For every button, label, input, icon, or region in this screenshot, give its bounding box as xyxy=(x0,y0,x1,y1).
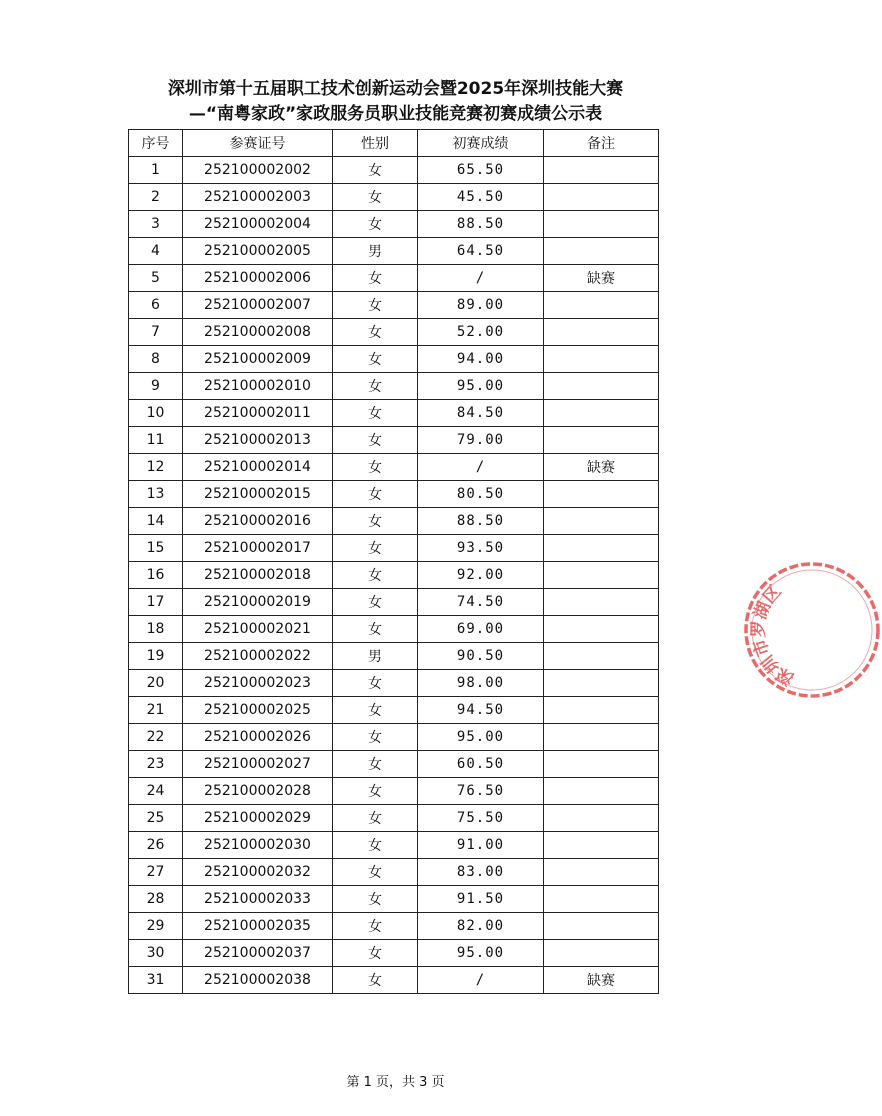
cell-serial-number: 26 xyxy=(129,832,183,859)
cell-preliminary-score: 45.50 xyxy=(418,184,544,211)
cell-serial-number: 4 xyxy=(129,238,183,265)
cell-preliminary-score: 64.50 xyxy=(418,238,544,265)
cell-remarks xyxy=(544,616,659,643)
cell-remarks xyxy=(544,319,659,346)
cell-remarks xyxy=(544,184,659,211)
cell-serial-number: 8 xyxy=(129,346,183,373)
cell-preliminary-score: 52.00 xyxy=(418,319,544,346)
table-row xyxy=(129,292,659,319)
table-row xyxy=(129,616,659,643)
cell-gender: 女 xyxy=(333,616,418,643)
cell-preliminary-score: 89.00 xyxy=(418,292,544,319)
table-row xyxy=(129,373,659,400)
cell-remarks xyxy=(544,535,659,562)
cell-remarks xyxy=(544,373,659,400)
cell-gender: 女 xyxy=(333,670,418,697)
cell-serial-number: 2 xyxy=(129,184,183,211)
cell-remarks xyxy=(544,778,659,805)
table-row xyxy=(129,724,659,751)
document-title-line2: —“南粤家政”家政服务员职业技能竞赛初赛成绩公示表 xyxy=(188,104,603,124)
cell-remarks xyxy=(544,670,659,697)
table-row xyxy=(129,211,659,238)
cell-remarks xyxy=(544,400,659,427)
table-row xyxy=(129,454,659,481)
cell-certificate-number: 252100002011 xyxy=(183,400,333,427)
cell-gender: 女 xyxy=(333,481,418,508)
cell-gender: 女 xyxy=(333,697,418,724)
cell-remarks xyxy=(544,940,659,967)
cell-remarks xyxy=(544,157,659,184)
header-preliminary-score: 初赛成绩 xyxy=(418,130,544,157)
cell-certificate-number: 252100002009 xyxy=(183,346,333,373)
cell-gender: 女 xyxy=(333,346,418,373)
cell-gender: 女 xyxy=(333,778,418,805)
cell-certificate-number: 252100002003 xyxy=(183,184,333,211)
table-row xyxy=(129,265,659,292)
official-seal-stamp xyxy=(742,560,882,700)
cell-preliminary-score: / xyxy=(418,265,544,292)
cell-gender: 女 xyxy=(333,184,418,211)
cell-serial-number: 29 xyxy=(129,913,183,940)
table-row xyxy=(129,157,659,184)
cell-preliminary-score: 84.50 xyxy=(418,400,544,427)
cell-certificate-number: 252100002010 xyxy=(183,373,333,400)
document-title-line1: 深圳市第十五届职工技术创新运动会暨2025年深圳技能大赛 xyxy=(167,79,624,99)
table-row xyxy=(129,940,659,967)
cell-preliminary-score: 88.50 xyxy=(418,508,544,535)
cell-preliminary-score: 79.00 xyxy=(418,427,544,454)
cell-certificate-number: 252100002015 xyxy=(183,481,333,508)
table-row xyxy=(129,481,659,508)
cell-remarks xyxy=(544,508,659,535)
cell-certificate-number: 252100002014 xyxy=(183,454,333,481)
header-certificate-number: 参赛证号 xyxy=(183,130,333,157)
cell-serial-number: 6 xyxy=(129,292,183,319)
cell-remarks xyxy=(544,589,659,616)
cell-remarks xyxy=(544,886,659,913)
cell-preliminary-score: / xyxy=(418,454,544,481)
cell-certificate-number: 252100002016 xyxy=(183,508,333,535)
table-row xyxy=(129,967,659,994)
table-row xyxy=(129,751,659,778)
cell-serial-number: 3 xyxy=(129,211,183,238)
cell-preliminary-score: 95.00 xyxy=(418,373,544,400)
cell-preliminary-score: 83.00 xyxy=(418,859,544,886)
cell-serial-number: 20 xyxy=(129,670,183,697)
cell-serial-number: 28 xyxy=(129,886,183,913)
cell-gender: 女 xyxy=(333,211,418,238)
cell-preliminary-score: 95.00 xyxy=(418,940,544,967)
cell-preliminary-score: 92.00 xyxy=(418,562,544,589)
cell-remarks: 缺赛 xyxy=(544,967,659,994)
cell-gender: 男 xyxy=(333,238,418,265)
cell-preliminary-score: 95.00 xyxy=(418,724,544,751)
cell-gender: 女 xyxy=(333,535,418,562)
cell-certificate-number: 252100002008 xyxy=(183,319,333,346)
cell-certificate-number: 252100002025 xyxy=(183,697,333,724)
cell-serial-number: 7 xyxy=(129,319,183,346)
cell-gender: 女 xyxy=(333,859,418,886)
cell-remarks xyxy=(544,805,659,832)
cell-certificate-number: 252100002004 xyxy=(183,211,333,238)
cell-certificate-number: 252100002032 xyxy=(183,859,333,886)
table-row xyxy=(129,886,659,913)
table-row xyxy=(129,400,659,427)
cell-remarks xyxy=(544,724,659,751)
cell-serial-number: 15 xyxy=(129,535,183,562)
table-row xyxy=(129,832,659,859)
table-row xyxy=(129,319,659,346)
cell-preliminary-score: 80.50 xyxy=(418,481,544,508)
cell-gender: 女 xyxy=(333,427,418,454)
cell-gender: 男 xyxy=(333,643,418,670)
cell-gender: 女 xyxy=(333,292,418,319)
cell-certificate-number: 252100002022 xyxy=(183,643,333,670)
header-serial-number: 序号 xyxy=(129,130,183,157)
cell-preliminary-score: 91.50 xyxy=(418,886,544,913)
seal-text: 深圳市罗湖区 xyxy=(748,581,798,689)
table-row xyxy=(129,562,659,589)
cell-remarks xyxy=(544,751,659,778)
table-row xyxy=(129,697,659,724)
cell-remarks: 缺赛 xyxy=(544,454,659,481)
cell-gender: 女 xyxy=(333,265,418,292)
cell-preliminary-score: 98.00 xyxy=(418,670,544,697)
cell-serial-number: 13 xyxy=(129,481,183,508)
cell-gender: 女 xyxy=(333,589,418,616)
cell-gender: 女 xyxy=(333,373,418,400)
table-body xyxy=(129,157,659,994)
cell-preliminary-score: 60.50 xyxy=(418,751,544,778)
cell-remarks xyxy=(544,211,659,238)
table-header-row xyxy=(129,130,659,157)
cell-remarks: 缺赛 xyxy=(544,265,659,292)
cell-certificate-number: 252100002007 xyxy=(183,292,333,319)
cell-certificate-number: 252100002018 xyxy=(183,562,333,589)
cell-remarks xyxy=(544,832,659,859)
cell-remarks xyxy=(544,562,659,589)
cell-preliminary-score: 69.00 xyxy=(418,616,544,643)
cell-preliminary-score: 88.50 xyxy=(418,211,544,238)
cell-remarks xyxy=(544,238,659,265)
header-gender: 性别 xyxy=(333,130,418,157)
cell-preliminary-score: 75.50 xyxy=(418,805,544,832)
cell-preliminary-score: 74.50 xyxy=(418,589,544,616)
table-row xyxy=(129,508,659,535)
cell-serial-number: 23 xyxy=(129,751,183,778)
cell-gender: 女 xyxy=(333,886,418,913)
cell-serial-number: 16 xyxy=(129,562,183,589)
table-row xyxy=(129,535,659,562)
cell-remarks xyxy=(544,346,659,373)
table-row xyxy=(129,643,659,670)
cell-gender: 女 xyxy=(333,940,418,967)
cell-remarks xyxy=(544,913,659,940)
cell-certificate-number: 252100002035 xyxy=(183,913,333,940)
cell-certificate-number: 252100002021 xyxy=(183,616,333,643)
cell-certificate-number: 252100002002 xyxy=(183,157,333,184)
cell-gender: 女 xyxy=(333,400,418,427)
cell-remarks xyxy=(544,427,659,454)
table-row xyxy=(129,913,659,940)
cell-serial-number: 14 xyxy=(129,508,183,535)
cell-preliminary-score: 65.50 xyxy=(418,157,544,184)
cell-preliminary-score: 93.50 xyxy=(418,535,544,562)
cell-serial-number: 17 xyxy=(129,589,183,616)
cell-gender: 女 xyxy=(333,751,418,778)
cell-serial-number: 24 xyxy=(129,778,183,805)
cell-gender: 女 xyxy=(333,967,418,994)
cell-certificate-number: 252100002013 xyxy=(183,427,333,454)
cell-remarks xyxy=(544,859,659,886)
cell-serial-number: 25 xyxy=(129,805,183,832)
cell-gender: 女 xyxy=(333,913,418,940)
cell-gender: 女 xyxy=(333,454,418,481)
results-table xyxy=(128,129,659,994)
cell-serial-number: 30 xyxy=(129,940,183,967)
cell-serial-number: 11 xyxy=(129,427,183,454)
header-remarks: 备注 xyxy=(544,130,659,157)
table-row xyxy=(129,184,659,211)
table-row xyxy=(129,589,659,616)
cell-gender: 女 xyxy=(333,562,418,589)
cell-certificate-number: 252100002033 xyxy=(183,886,333,913)
cell-certificate-number: 252100002030 xyxy=(183,832,333,859)
cell-serial-number: 1 xyxy=(129,157,183,184)
cell-certificate-number: 252100002028 xyxy=(183,778,333,805)
cell-certificate-number: 252100002005 xyxy=(183,238,333,265)
cell-preliminary-score: 90.50 xyxy=(418,643,544,670)
cell-certificate-number: 252100002038 xyxy=(183,967,333,994)
cell-remarks xyxy=(544,697,659,724)
cell-gender: 女 xyxy=(333,508,418,535)
cell-preliminary-score: 82.00 xyxy=(418,913,544,940)
cell-certificate-number: 252100002037 xyxy=(183,940,333,967)
cell-certificate-number: 252100002029 xyxy=(183,805,333,832)
cell-serial-number: 22 xyxy=(129,724,183,751)
cell-serial-number: 10 xyxy=(129,400,183,427)
table-row xyxy=(129,805,659,832)
cell-serial-number: 12 xyxy=(129,454,183,481)
cell-certificate-number: 252100002019 xyxy=(183,589,333,616)
table-row xyxy=(129,859,659,886)
table-row xyxy=(129,778,659,805)
table-row xyxy=(129,238,659,265)
cell-serial-number: 21 xyxy=(129,697,183,724)
cell-gender: 女 xyxy=(333,805,418,832)
table-row xyxy=(129,427,659,454)
cell-preliminary-score: 91.00 xyxy=(418,832,544,859)
cell-certificate-number: 252100002017 xyxy=(183,535,333,562)
cell-gender: 女 xyxy=(333,832,418,859)
cell-preliminary-score: 94.00 xyxy=(418,346,544,373)
cell-gender: 女 xyxy=(333,724,418,751)
cell-certificate-number: 252100002026 xyxy=(183,724,333,751)
cell-certificate-number: 252100002006 xyxy=(183,265,333,292)
cell-remarks xyxy=(544,481,659,508)
cell-serial-number: 19 xyxy=(129,643,183,670)
cell-remarks xyxy=(544,292,659,319)
cell-gender: 女 xyxy=(333,319,418,346)
cell-serial-number: 31 xyxy=(129,967,183,994)
table-row xyxy=(129,346,659,373)
cell-preliminary-score: / xyxy=(418,967,544,994)
cell-serial-number: 9 xyxy=(129,373,183,400)
cell-preliminary-score: 94.50 xyxy=(418,697,544,724)
cell-preliminary-score: 76.50 xyxy=(418,778,544,805)
cell-certificate-number: 252100002023 xyxy=(183,670,333,697)
page-footer: 第 1 页，共 3 页 xyxy=(346,1075,445,1090)
cell-serial-number: 18 xyxy=(129,616,183,643)
cell-serial-number: 27 xyxy=(129,859,183,886)
table-row xyxy=(129,670,659,697)
cell-remarks xyxy=(544,643,659,670)
cell-serial-number: 5 xyxy=(129,265,183,292)
cell-gender: 女 xyxy=(333,157,418,184)
cell-certificate-number: 252100002027 xyxy=(183,751,333,778)
